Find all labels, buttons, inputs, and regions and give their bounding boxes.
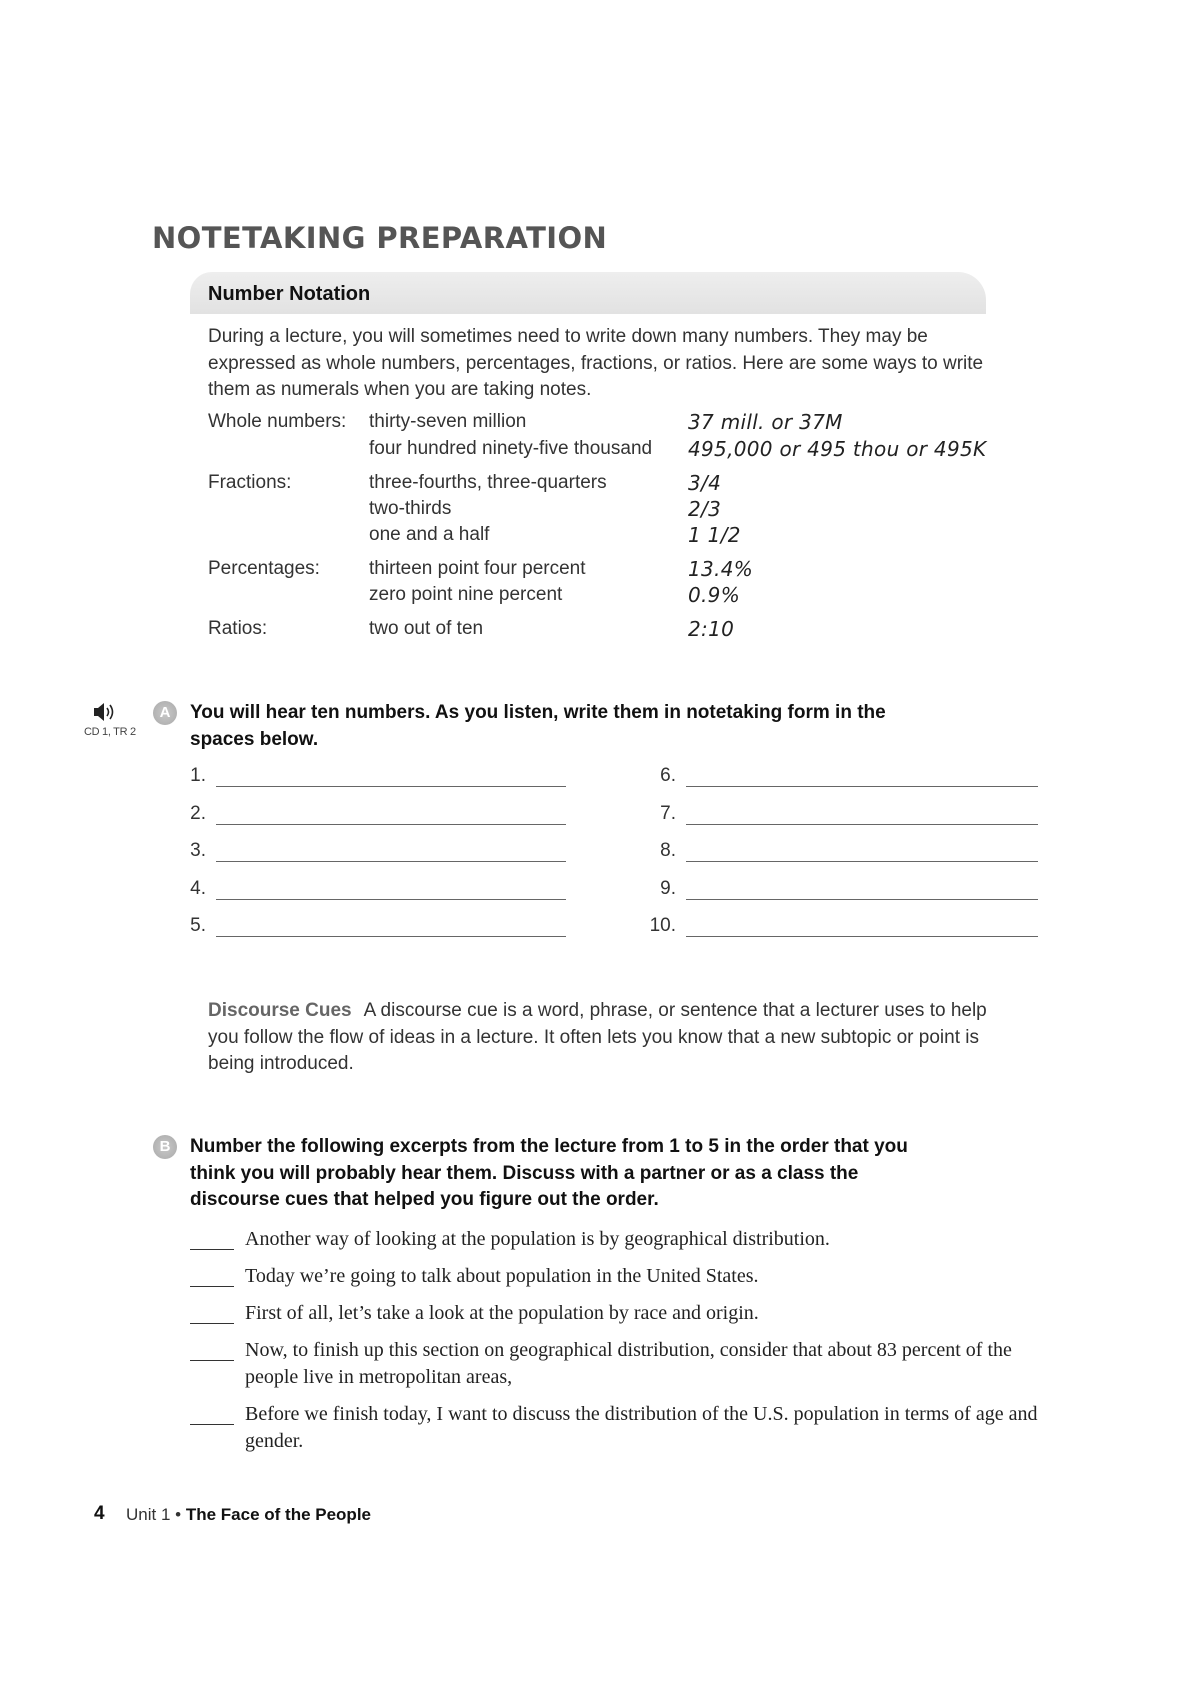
- notation-words: zero point nine percent: [369, 584, 563, 605]
- excerpt-answer-blank[interactable]: [190, 1323, 234, 1324]
- excerpt-text: Today we’re going to talk about population in the United States.: [245, 1265, 759, 1287]
- notation-words: three-fourths, three-quarters: [369, 472, 607, 493]
- exercise-b-instruction: Number the following excerpts from the lecture from 1 to 5 in the order that you think you will probably hear them. Discuss with a partner or as a class the discourse cues that helped you figure out the order.: [190, 1136, 908, 1210]
- blank-number: 8.: [660, 840, 676, 861]
- blank-number: 2.: [190, 803, 206, 824]
- excerpt-text: First of all, let’s take a look at the population by race and origin.: [245, 1302, 759, 1324]
- excerpt-answer-blank[interactable]: [190, 1424, 234, 1425]
- notation-words: two out of ten: [369, 618, 484, 639]
- footer-unit: [126, 1505, 371, 1525]
- blank-number: 9.: [660, 878, 676, 899]
- number-notation-intro: During a lecture, you will sometimes need to write down many numbers. They may be expressed as whole numbers, percentages, fractions, or ratios. Here are some ways to write them as numerals when you are taking notes.: [208, 326, 984, 400]
- notation-label: Whole numbers:: [208, 411, 347, 432]
- notation-value: 495,000 or 495 thou or 495K: [688, 437, 987, 461]
- audio-track-label: CD 1, TR 2: [84, 726, 136, 738]
- discourse-cues-paragraph: [208, 998, 988, 1078]
- blank-number: 10.: [649, 915, 676, 936]
- answer-blank-2[interactable]: [216, 824, 566, 825]
- discourse-cues-heading: Discourse Cues: [208, 1000, 352, 1021]
- exercise-b-badge: B: [153, 1135, 177, 1159]
- answer-blank-4[interactable]: [216, 899, 566, 900]
- blank-number: 7.: [660, 803, 676, 824]
- blank-number: 5.: [190, 915, 206, 936]
- notation-value: 0.9%: [688, 583, 741, 607]
- page-number: 4: [94, 1503, 105, 1524]
- speaker-icon[interactable]: [93, 702, 117, 722]
- notation-words: one and a half: [369, 524, 490, 545]
- section-title: NOTETAKING PREPARATION: [152, 221, 608, 255]
- number-notation-title: Number Notation: [208, 283, 371, 305]
- blank-number: 6.: [660, 765, 676, 786]
- unit-title: The Face of the People: [185, 1505, 371, 1524]
- notation-value: 13.4%: [688, 557, 754, 581]
- unit-label: Unit 1: [126, 1505, 171, 1524]
- notation-value: 1 1/2: [688, 523, 741, 547]
- excerpt-answer-blank[interactable]: [190, 1360, 234, 1361]
- exercise-a-instruction: You will hear ten numbers. As you listen, write them in notetaking form in the spaces below.: [190, 702, 886, 750]
- notation-words: four hundred ninety-five thousand: [369, 438, 653, 459]
- answer-blank-8[interactable]: [686, 861, 1038, 862]
- answer-blank-10[interactable]: [686, 936, 1038, 937]
- notation-value: 2/3: [688, 497, 722, 521]
- answer-blank-7[interactable]: [686, 824, 1038, 825]
- notation-value: 2:10: [688, 617, 735, 641]
- excerpt-text: Now, to finish up this section on geographical distribution, consider that about 83 percent of the people live in metropolitan areas,: [245, 1339, 1012, 1388]
- blank-number: 3.: [190, 840, 206, 861]
- answer-blank-9[interactable]: [686, 899, 1038, 900]
- notation-words: thirteen point four percent: [369, 558, 586, 579]
- notation-words: two-thirds: [369, 498, 452, 519]
- blank-number: 4.: [190, 878, 206, 899]
- answer-blank-1[interactable]: [216, 786, 566, 787]
- excerpt-text: Another way of looking at the population is by geographical distribution.: [245, 1228, 830, 1250]
- exercise-a-badge: A: [153, 701, 177, 725]
- notation-value: 3/4: [688, 471, 722, 495]
- excerpt-answer-blank[interactable]: [190, 1249, 234, 1250]
- blank-number: 1.: [190, 765, 206, 786]
- excerpt-answer-blank[interactable]: [190, 1286, 234, 1287]
- unit-separator: •: [175, 1505, 182, 1524]
- notation-label: Fractions:: [208, 472, 292, 493]
- notation-words: thirty-seven million: [369, 411, 527, 432]
- answer-blank-5[interactable]: [216, 936, 566, 937]
- discourse-cues-text: A discourse cue is a word, phrase, or sentence that a lecturer uses to help you follow the flow of ideas in a lecture. It often lets you know that a new subtopic or point is being introduced.: [208, 1000, 987, 1074]
- answer-blank-6[interactable]: [686, 786, 1038, 787]
- notation-label: Ratios:: [208, 618, 268, 639]
- notation-value: 37 mill. or 37M: [688, 410, 843, 434]
- notation-label: Percentages:: [208, 558, 320, 579]
- excerpt-text: Before we finish today, I want to discuss the distribution of the U.S. population in terms of age and gender.: [245, 1403, 1038, 1452]
- answer-blank-3[interactable]: [216, 861, 566, 862]
